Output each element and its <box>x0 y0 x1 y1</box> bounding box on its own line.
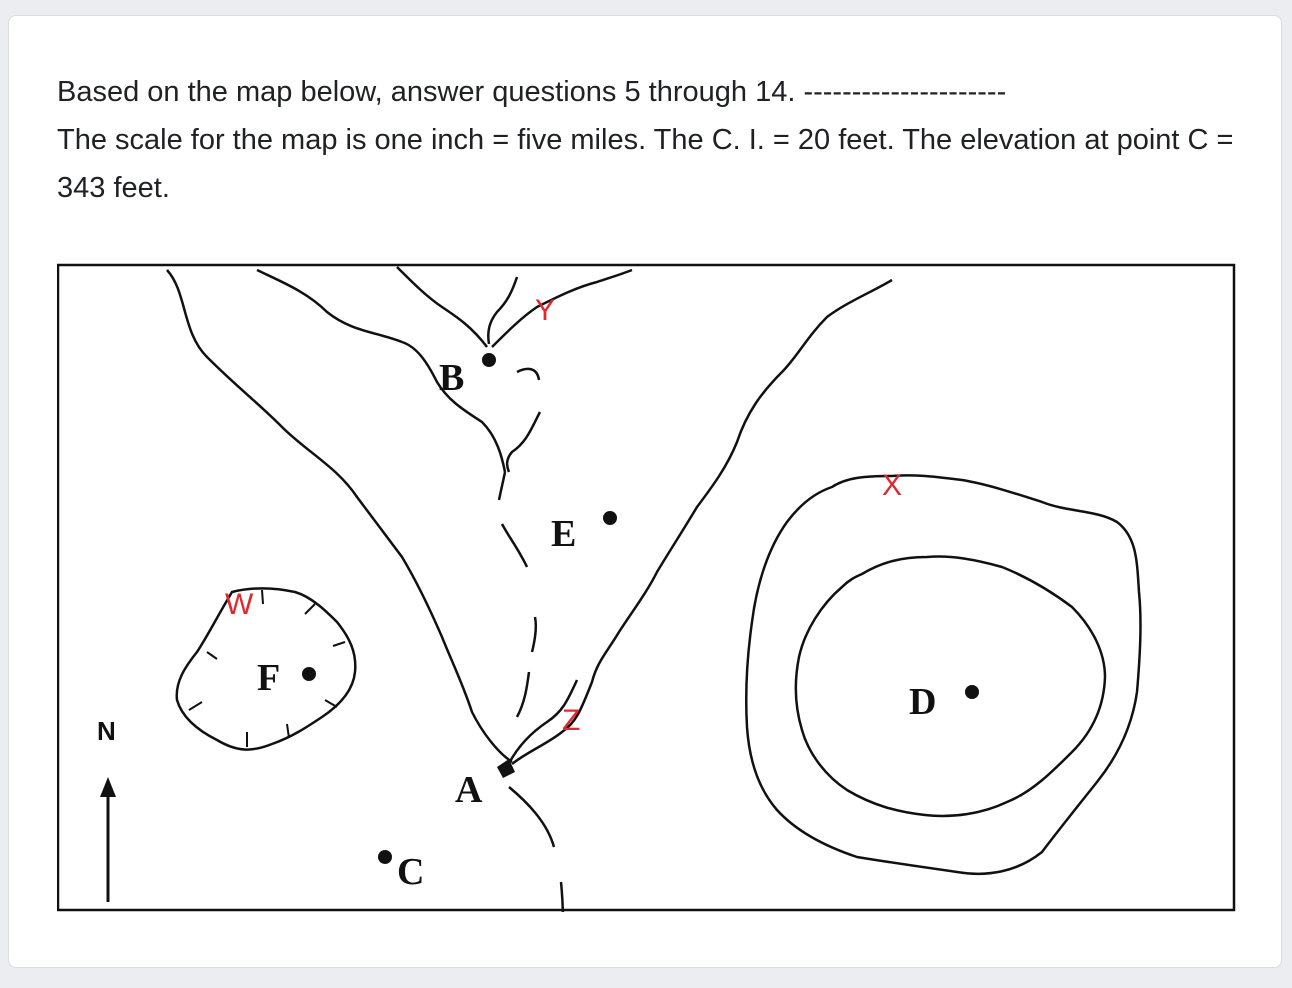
contour-north <box>257 270 505 472</box>
north-label: N <box>97 716 116 746</box>
contour-hill-d-outer <box>746 475 1140 873</box>
marker-z: Z <box>562 704 581 737</box>
topographic-map <box>57 262 1237 912</box>
stream-main-dashed <box>499 472 536 717</box>
stream-south-dashed <box>509 787 563 912</box>
point-dot-f <box>302 667 316 681</box>
contour-hill-d-inner <box>796 557 1105 816</box>
question-line-1: Based on the map below, answer questions 5 through 14. --------------------- <box>57 76 1007 108</box>
marker-y: Y <box>535 294 556 327</box>
stream-branch-4 <box>507 412 540 472</box>
point-dot-c <box>378 850 392 864</box>
stream-branch-3 <box>517 369 539 380</box>
map-svg <box>57 262 1237 912</box>
point-dot-b <box>482 353 496 367</box>
point-label-d: D <box>909 681 937 723</box>
question-line-2: The scale for the map is one inch = five miles. The C. I. = 20 feet. The elevation at point C = 343 feet. <box>57 124 1234 204</box>
point-dot-d <box>965 685 979 699</box>
contour-valley-west <box>167 270 512 762</box>
point-dot-e <box>603 511 617 525</box>
question-text <box>57 68 1237 212</box>
question-card <box>8 15 1282 968</box>
point-label-b: B <box>439 357 465 399</box>
stream-y <box>492 270 632 347</box>
marker-x: X <box>882 469 903 502</box>
stream-branch-2 <box>488 277 517 344</box>
stream-branch-1 <box>397 267 487 347</box>
point-label-e: E <box>551 513 577 555</box>
point-label-a: A <box>455 769 483 811</box>
point-label-f: F <box>257 657 281 699</box>
marker-w: W <box>225 588 254 621</box>
point-label-c: C <box>397 851 425 893</box>
point-marker-a <box>497 759 515 778</box>
north-arrow-icon <box>100 777 116 902</box>
